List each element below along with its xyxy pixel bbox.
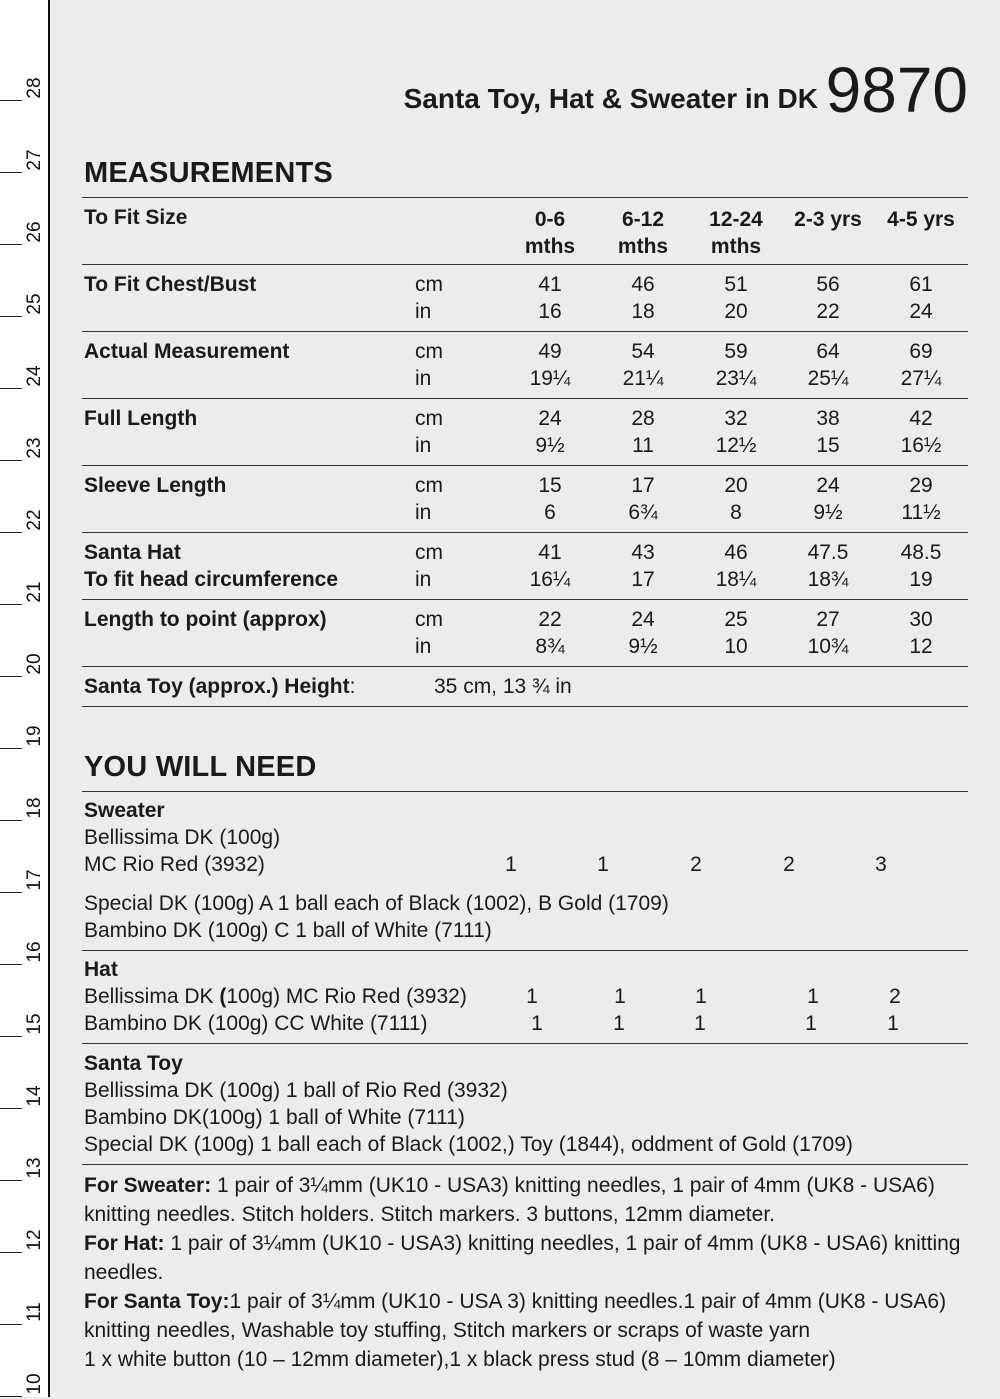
value-cell: 46 [631,273,655,296]
sweater-yarn-line: Bambino DK (100g) C 1 ball of White (7111) [84,919,492,942]
unit-label: in [415,568,432,591]
row-label: Length to point (approx) [84,608,327,631]
hat-yarn-line: Bambino DK (100g) CC White (7111) [84,1012,428,1035]
divider [82,1164,968,1165]
value-cell: 18 [631,300,655,323]
hat-notes: For Hat: 1 pair of 3¼mm (UK10 - USA3) knitting needles, 1 pair of 4mm (UK8 - USA6) knitting needles. [84,1232,961,1284]
unit-label: cm [415,474,443,497]
unit-label: cm [415,608,443,631]
ruler-tick [0,964,22,965]
row-label: Full Length [84,407,198,430]
toy-height-label-a: Santa Toy (approx.) [84,675,279,698]
value-cell: 21¼ [622,367,664,390]
value-cell: 32 [724,407,748,430]
pattern-number: 9870 [825,54,968,126]
divider [82,599,968,600]
unit-label: in [415,300,432,323]
pattern-title: Santa Toy, Hat & Sweater in DK [403,83,818,114]
row-label: To fit head circumference [84,568,339,591]
value-cell: 25¼ [807,367,849,390]
extra-notes: 1 x white button (10 – 12mm diameter),1 x black press stud (8 – 10mm diameter) [84,1348,836,1371]
you-will-need-heading: YOU WILL NEED [84,751,317,783]
unit-label: in [415,434,432,457]
unit-label: cm [415,407,443,430]
ruler-tick [0,1108,22,1109]
quantity: 1 [531,1012,543,1035]
quantity: 3 [875,853,887,876]
unit-label: cm [415,541,443,564]
toy-yarn-line: Bambino DK(100g) 1 ball of White (7111) [84,1106,465,1129]
row-label: To Fit Chest/Bust [84,273,257,296]
ruler-tick [0,244,22,245]
sweater-yarn-line: MC Rio Red (3932) [84,853,265,876]
ruler-tick [0,676,22,677]
value-cell: 61 [909,273,933,296]
value-cell: 16 [538,300,562,323]
ruler-number: 19 [24,725,45,747]
quantity: 1 [807,985,819,1008]
row-label: Actual Measurement [84,340,290,363]
value-cell: 24 [909,300,933,323]
ruler-number: 23 [24,437,45,459]
ruler-tick [0,388,22,389]
ruler-number: 21 [24,581,45,603]
divider [82,532,968,533]
value-cell: 49 [538,340,562,363]
value-cell: 8¾ [535,635,565,658]
ruler-number: 17 [24,869,45,891]
ruler-number: 15 [24,1013,45,1035]
pattern-page [84,0,968,1397]
hat-heading: Hat [84,958,118,981]
value-cell: 20 [724,474,748,497]
ruler-number: 12 [24,1229,45,1251]
toy-height-value: 35 cm, 13 ¾ in [434,675,572,698]
ruler-number: 26 [24,221,45,243]
ruler-tick [0,820,22,821]
value-cell: 27 [816,608,840,631]
notes-block [84,1171,968,1374]
divider [82,666,968,667]
ruler-tick [0,532,22,533]
ruler-tick [0,1180,22,1181]
value-cell: 17 [631,568,655,591]
value-cell: 17 [631,474,655,497]
ruler-number: 28 [24,77,45,99]
quantity: 1 [694,1012,706,1035]
value-cell: 10¾ [807,635,849,658]
value-cell: 15 [816,434,840,457]
ruler-number: 14 [24,1085,45,1107]
measurements-heading: MEASUREMENTS [84,157,333,189]
santa-toy-heading: Santa Toy [84,1052,183,1075]
divider [82,465,968,466]
value-cell: 42 [909,407,933,430]
toy-yarn-line: Bellissima DK (100g) 1 ball of Rio Red (3932) [84,1079,508,1102]
quantity: 1 [613,1012,625,1035]
value-cell: 10 [724,635,748,658]
ruler-number: 24 [24,365,45,387]
ruler-number: 22 [24,509,45,531]
quantity: 2 [690,853,702,876]
size-header: 12-24 mths [709,208,763,258]
value-cell: 23¼ [715,367,757,390]
value-cell: 9½ [628,635,658,658]
divider [82,331,968,332]
ruler-tick [0,1324,22,1325]
value-cell: 15 [538,474,562,497]
value-cell: 27¼ [900,367,942,390]
quantity: 1 [887,1012,899,1035]
ruler-tick [0,316,22,317]
row-label: Sleeve Length [84,474,227,497]
value-cell: 46 [724,541,748,564]
sweater-yarn-line: Bellissima DK (100g) [84,826,281,849]
ruler-tick [0,100,22,101]
ruler-tick [0,604,22,605]
value-cell: 20 [724,300,748,323]
divider [82,197,968,198]
row-label: Santa Hat [84,541,181,564]
value-cell: 22 [538,608,562,631]
unit-label: in [415,367,432,390]
quantity: 1 [805,1012,817,1035]
ruler-number: 25 [24,293,45,315]
value-cell: 64 [816,340,840,363]
value-cell: 29 [909,474,933,497]
value-cell: 56 [816,273,840,296]
value-cell: 18¾ [807,568,849,591]
quantity: 1 [597,853,609,876]
ruler-tick [0,1036,22,1037]
value-cell: 6 [544,501,556,524]
value-cell: 16¼ [529,568,571,591]
ruler-number: 10 [24,1373,45,1395]
value-cell: 59 [724,340,748,363]
value-cell: 24 [538,407,562,430]
ruler-tick [0,172,22,173]
value-cell: 43 [631,541,655,564]
value-cell: 9½ [535,434,565,457]
sweater-heading: Sweater [84,799,165,822]
quantity: 1 [614,985,626,1008]
value-cell: 11 [632,434,654,457]
ruler-number: 13 [24,1157,45,1179]
value-cell: 47.5 [807,541,849,564]
value-cell: 12 [909,635,933,658]
hat-yarn-line: Bellissima DK (100g) MC Rio Red (3932) [84,985,467,1008]
value-cell: 41 [538,541,562,564]
value-cell: 28 [631,407,655,430]
value-cell: 69 [909,340,933,363]
value-cell: 38 [816,407,840,430]
divider [82,264,968,265]
ruler [0,0,50,1397]
value-cell: 8 [730,501,742,524]
value-cell: 9½ [813,501,843,524]
value-cell: 18¼ [715,568,757,591]
value-cell: 22 [816,300,840,323]
ruler-number: 20 [24,653,45,675]
ruler-number: 18 [24,797,45,819]
quantity: 1 [505,853,517,876]
quantity: 2 [783,853,795,876]
value-cell: 19¼ [529,367,571,390]
divider [82,950,968,951]
value-cell: 6¾ [628,501,658,524]
value-cell: 16½ [900,434,942,457]
value-cell: 11½ [901,501,941,524]
value-cell: 51 [724,273,748,296]
value-cell: 24 [631,608,655,631]
value-cell: 24 [816,474,840,497]
divider [82,791,968,792]
unit-label: cm [415,273,443,296]
value-cell: 12½ [715,434,757,457]
sweater-yarn-line: Special DK (100g) A 1 ball each of Black (1002), B Gold (1709) [84,892,669,915]
unit-label: in [415,501,432,524]
quantity: 1 [526,985,538,1008]
ruler-number: 27 [24,149,45,171]
size-header: 6-12 mths [617,208,669,258]
value-cell: 25 [724,608,748,631]
size-header: 0-6 mths [524,208,576,258]
value-cell: 54 [631,340,655,363]
toy-height-label-b: Height [278,675,350,698]
ruler-number: 16 [24,941,45,963]
divider [82,398,968,399]
toy-yarn-line: Special DK (100g) 1 ball each of Black (1002,) Toy (1844), oddment of Gold (1709) [84,1133,853,1156]
fit-size-label: To Fit Size [84,206,188,229]
value-cell: 48.5 [900,541,942,564]
quantity: 1 [695,985,707,1008]
divider [82,1043,968,1044]
divider [82,706,968,707]
toy-notes: For Santa Toy:1 pair of 3¼mm (UK10 - USA 3) knitting needles.1 pair of 4mm (UK8 - USA6) knitting needles, Washable toy stuffing, Stitch markers or scraps of waste yarn [84,1290,947,1342]
ruler-tick [0,892,22,893]
ruler-tick [0,1252,22,1253]
quantity: 2 [889,985,901,1008]
size-header: 2-3 yrs [794,208,862,231]
value-cell: 19 [909,568,933,591]
ruler-tick [0,748,22,749]
unit-label: in [415,635,432,658]
size-header: 4-5 yrs [887,208,955,231]
value-cell: 30 [909,608,933,631]
sweater-notes: For Sweater: 1 pair of 3¼mm (UK10 - USA3) knitting needles, 1 pair of 4mm (UK8 - USA6) knitting needles. Stitch holders. Stitch markers. 3 buttons, 12mm diameter. [84,1174,935,1226]
ruler-tick [0,460,22,461]
value-cell: 41 [538,273,562,296]
unit-label: cm [415,340,443,363]
ruler-number: 11 [24,1302,45,1322]
toy-height-label: Santa Toy (approx.) Height: [84,675,356,698]
